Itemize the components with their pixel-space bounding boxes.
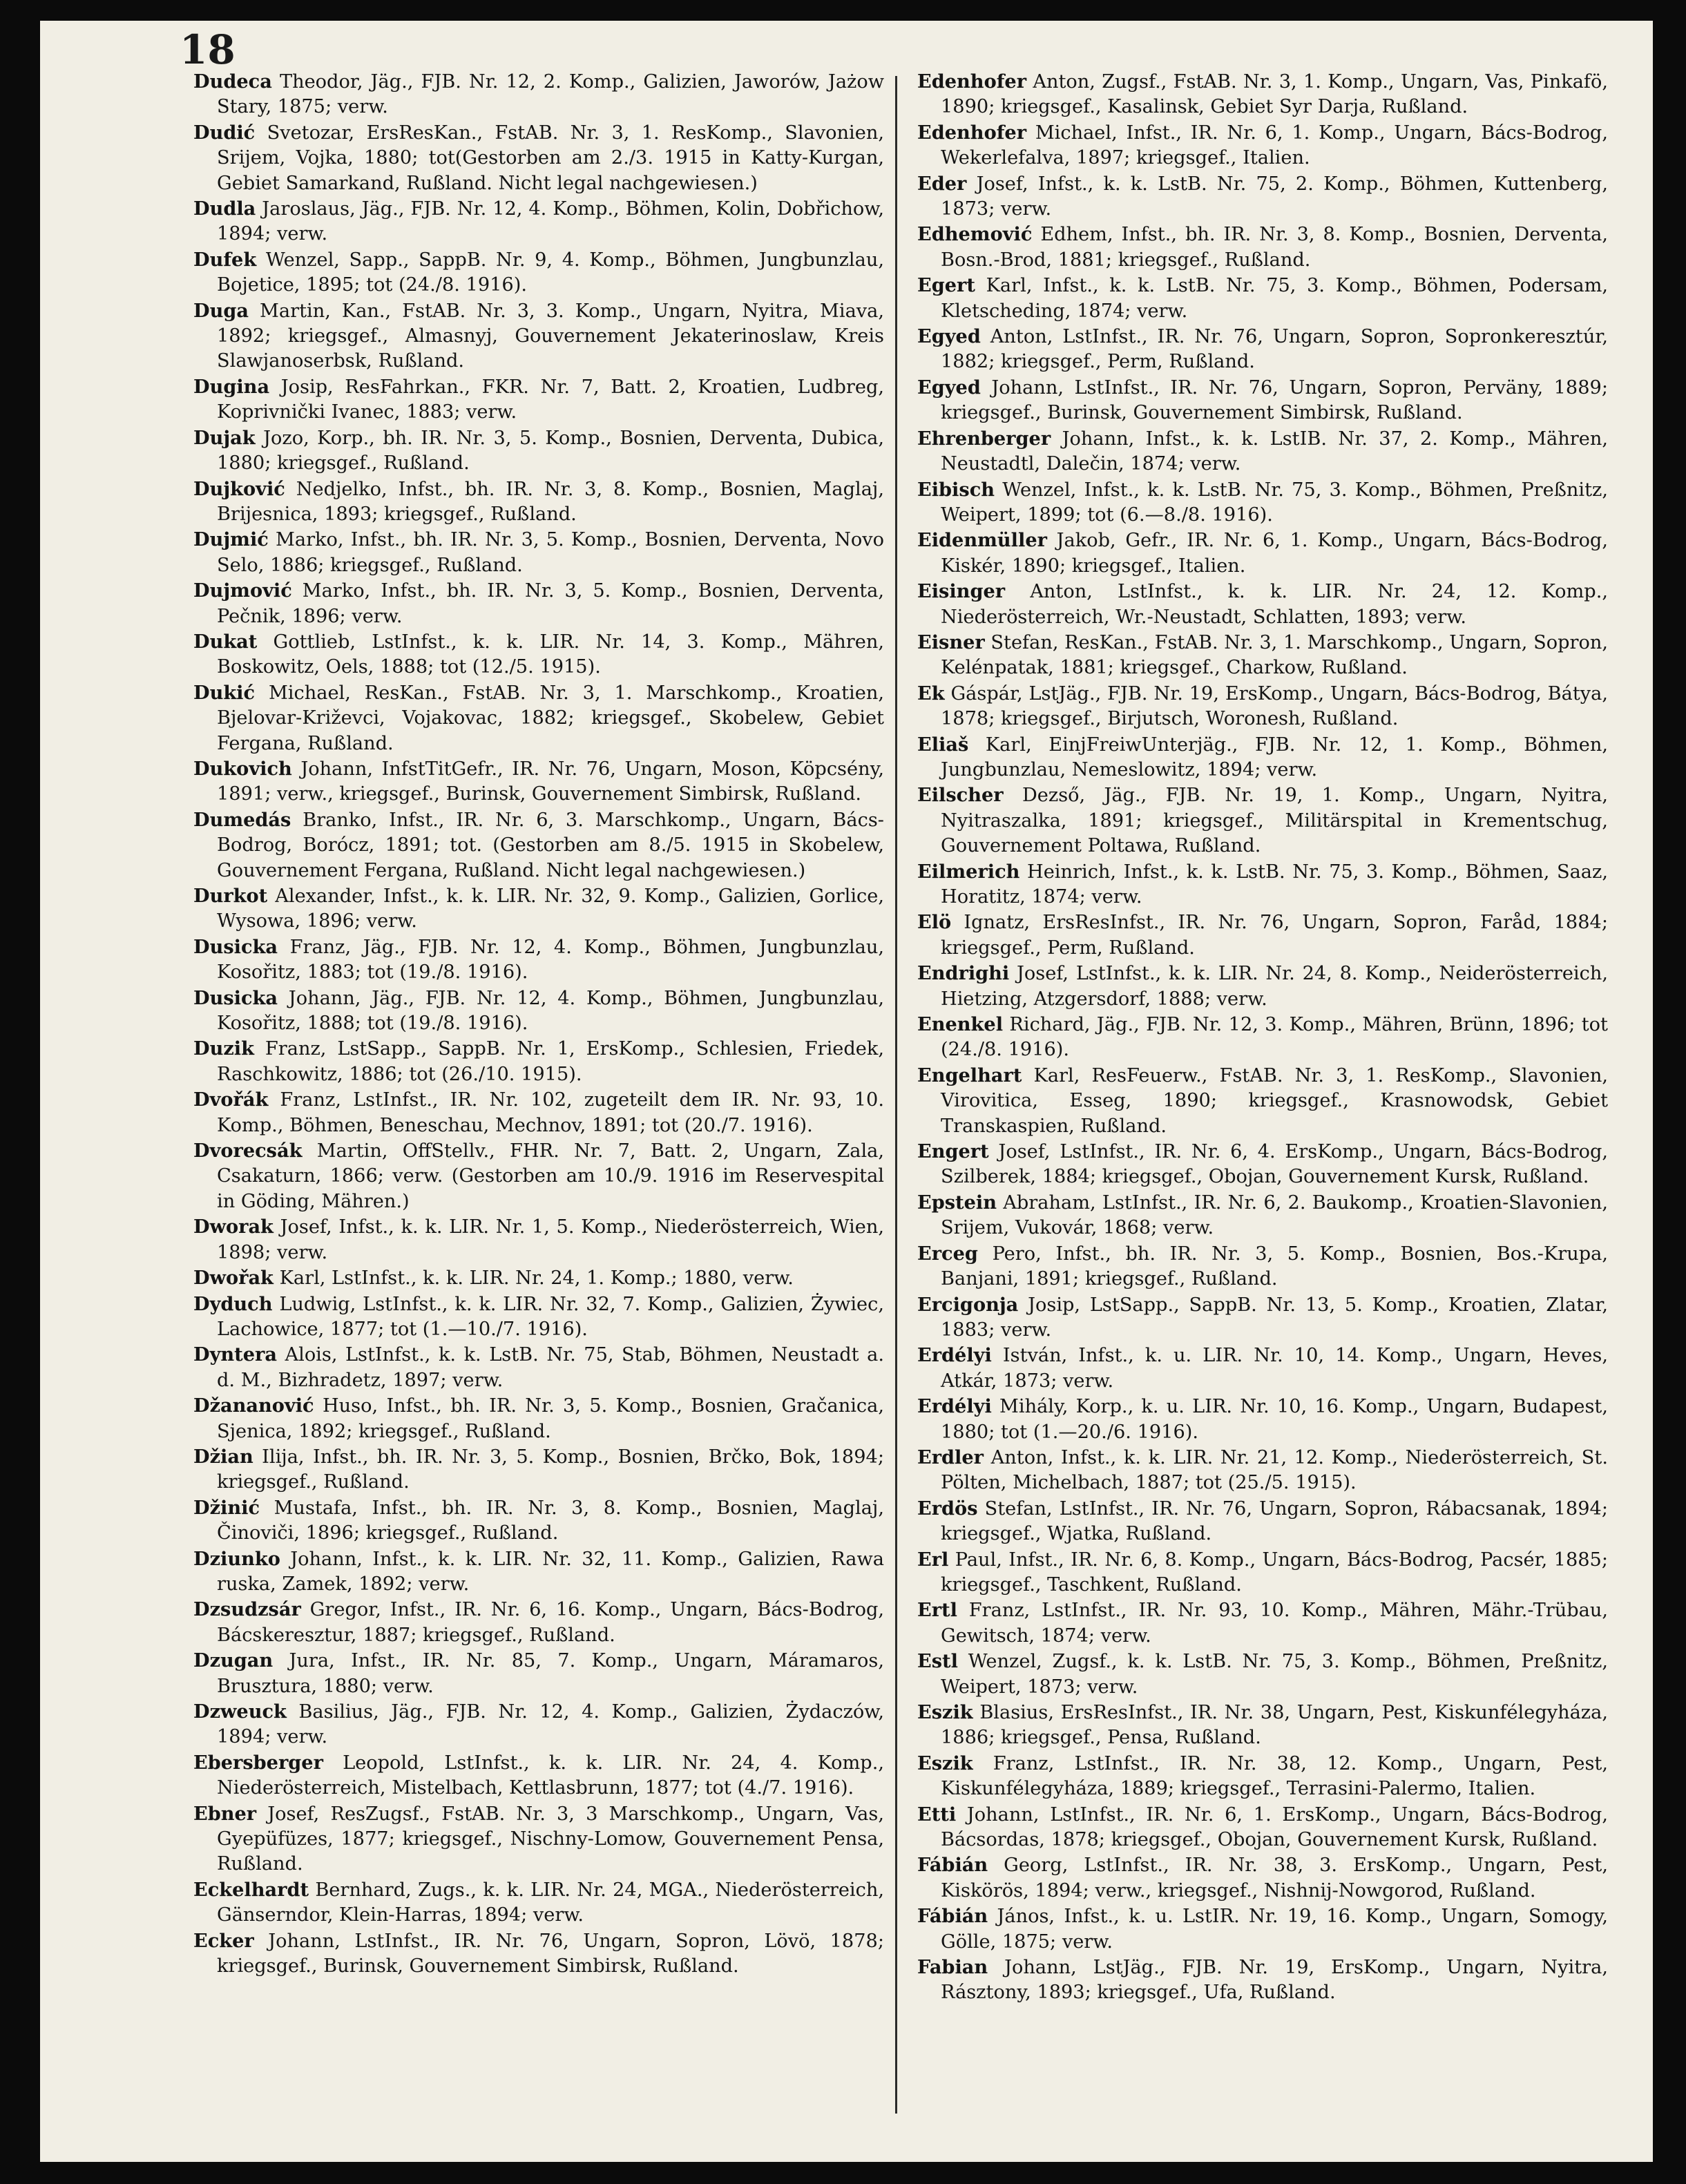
entry-details: Josip, LstSapp., SappB. Nr. 13, 5. Komp., Kroatien, Zlatar, 1883; verw. bbox=[941, 1294, 1608, 1341]
register-entry bbox=[193, 247, 884, 298]
entry-surname: Džananović bbox=[193, 1395, 314, 1417]
entry-details: Josef, Infst., k. k. LstB. Nr. 75, 2. Komp., Böhmen, Kuttenberg, 1873; verw. bbox=[941, 173, 1608, 220]
document-page bbox=[40, 21, 1653, 2162]
entry-surname: Džinić bbox=[193, 1496, 260, 1519]
entry-details: Ilija, Infst., bh. IR. Nr. 3, 5. Komp., Bosnien, Brčko, Bok, 1894; kriegsgef., Rußland. bbox=[217, 1446, 884, 1493]
entry-surname: Epstein bbox=[917, 1191, 997, 1214]
register-entry bbox=[193, 298, 884, 374]
entry-surname: Estl bbox=[917, 1650, 958, 1673]
entry-details: Blasius, ErsResInfst., IR. Nr. 38, Ungarn, Pest, Kiskunfélegyháza, 1886; kriegsgef., Pensa, Rußland. bbox=[941, 1702, 1608, 1749]
register-entry bbox=[917, 222, 1608, 273]
entry-details: Johann, LstJäg., FJB. Nr. 19, ErsKomp., Ungarn, Nyitra, Rásztony, 1893; kriegsgef., Ufa, Rußland. bbox=[941, 1957, 1608, 2004]
entry-surname: Ebner bbox=[193, 1802, 257, 1825]
entry-surname: Dukić bbox=[193, 681, 256, 704]
entry-details: Ludwig, LstInfst., k. k. LIR. Nr. 32, 7. Komp., Galizien, Żywiec, Lachowice, 1877; tot (1.—10./7. 1916). bbox=[217, 1293, 884, 1340]
register-entry bbox=[193, 1648, 884, 1699]
entry-details: Nedjelko, Infst., bh. IR. Nr. 3, 8. Komp., Bosnien, Maglaj, Brijesnica, 1893; kriegsgef., Rußland. bbox=[217, 478, 884, 525]
entry-surname: Ebersberger bbox=[193, 1751, 323, 1774]
register-entry bbox=[917, 681, 1608, 732]
entry-surname: Etti bbox=[917, 1803, 957, 1826]
entry-surname: Eisner bbox=[917, 631, 985, 653]
entry-surname: Dujmović bbox=[193, 579, 292, 602]
register-entry bbox=[917, 426, 1608, 477]
register-entry bbox=[917, 579, 1608, 630]
entry-details: Theodor, Jäg., FJB. Nr. 12, 2. Komp., Galizien, Jaworów, Jażow Stary, 1875; verw. bbox=[217, 71, 884, 118]
entry-surname: Eilmerich bbox=[917, 860, 1020, 883]
entry-surname: Džian bbox=[193, 1445, 253, 1468]
entry-details: Jura, Infst., IR. Nr. 85, 7. Komp., Ungarn, Máramaros, Brusztura, 1880; verw. bbox=[217, 1650, 884, 1697]
entry-details: Huso, Infst., bh. IR. Nr. 3, 5. Komp., Bosnien, Gračanica, Sjenica, 1892; kriegsgef., Rußland. bbox=[217, 1395, 884, 1442]
register-entry bbox=[193, 629, 884, 680]
entry-details: Johann, Infst., k. k. LstIB. Nr. 37, 2. Komp., Mähren, Neustadtl, Dalečin, 1874; verw. bbox=[941, 428, 1608, 475]
entry-details: Anton, LstInfst., k. k. LIR. Nr. 24, 12. Komp., Niederösterreich, Wr.-Neustadt, Schlatten, 1893; verw. bbox=[941, 581, 1608, 628]
entry-details: Mihály, Korp., k. u. LIR. Nr. 10, 16. Komp., Ungarn, Budapest, 1880; tot (1.—20./6. 1916). bbox=[941, 1396, 1608, 1443]
entry-details: Heinrich, Infst., k. k. LstB. Nr. 75, 3. Komp., Böhmen, Saaz, Horatitz, 1874; verw. bbox=[941, 861, 1608, 908]
entry-surname: Eszik bbox=[917, 1752, 973, 1774]
entry-details: Edhem, Infst., bh. IR. Nr. 3, 8. Komp., Bosnien, Derventa, Bosn.-Brod, 1881; kriegsgef., Rußland. bbox=[941, 224, 1608, 271]
register-entry bbox=[917, 1343, 1608, 1394]
register-entry bbox=[193, 1138, 884, 1214]
entry-surname: Eibisch bbox=[917, 478, 995, 501]
entry-details: Svetozar, ErsResKan., FstAB. Nr. 3, 1. ResKomp., Slavonien, Srijem, Vojka, 1880; tot(Gestorben am 2./3. 1915 in Katty-Kurgan, Gebiet Samarkand, Rußland. Nicht legal nachgewiesen.) bbox=[217, 122, 884, 194]
register-entry bbox=[917, 1751, 1608, 1802]
register-entry bbox=[917, 1292, 1608, 1343]
entry-details: Johann, LstInfst., IR. Nr. 6, 1. ErsKomp., Ungarn, Bács-Bodrog, Bácsordas, 1878; kriegsgef., Obojan, Gouvernement Kursk, Rußland. bbox=[941, 1803, 1608, 1851]
register-entry bbox=[917, 1649, 1608, 1700]
entry-details: Josef, ResZugsf., FstAB. Nr. 3, 3 Marschkomp., Ungarn, Vas, Gyepüfüzes, 1877; kriegsgef., Nischny-Lomow, Gouvernement Pensa, Rußland. bbox=[217, 1803, 884, 1875]
entry-details: Anton, Zugsf., FstAB. Nr. 3, 1. Komp., Ungarn, Vas, Pinkafö, 1890; kriegsgef., Kasalinsk, Gebiet Syr Darja, Rußland. bbox=[941, 71, 1608, 118]
entry-details: Alois, LstInfst., k. k. LstB. Nr. 75, Stab, Böhmen, Neustadt a. d. M., Bizhradetz, 1897; verw. bbox=[217, 1344, 884, 1391]
register-entry bbox=[193, 756, 884, 807]
entry-details: Jozo, Korp., bh. IR. Nr. 3, 5. Komp., Bosnien, Derventa, Dubica, 1880; kriegsgef., Rußland. bbox=[217, 427, 884, 475]
register-entry bbox=[917, 1394, 1608, 1445]
register-entry bbox=[193, 425, 884, 477]
entry-details: Josip, ResFahrkan., FKR. Nr. 7, Batt. 2, Kroatien, Ludbreg, Koprivnički Ivanec, 1883; verw. bbox=[217, 376, 884, 423]
entry-details: Josef, LstInfst., IR. Nr. 6, 4. ErsKomp., Ungarn, Bács-Bodrog, Szilberek, 1884; kriegsgef., Obojan, Gouvernement Kursk, Rußland. bbox=[941, 1141, 1608, 1188]
register-entry bbox=[193, 1495, 884, 1546]
entry-details: Martin, OffStellv., FHR. Nr. 7, Batt. 2, Ungarn, Zala, Csakaturn, 1866; verw. (Gestorben am 10./9. 1916 im Reservespital in Göding, Mähren.) bbox=[217, 1140, 884, 1212]
register-entry bbox=[917, 1547, 1608, 1598]
entry-surname: Dziunko bbox=[193, 1547, 280, 1570]
entry-details: Marko, Infst., bh. IR. Nr. 3, 5. Komp., Bosnien, Derventa, Pečnik, 1896; verw. bbox=[217, 580, 884, 627]
entry-surname: Fabian bbox=[917, 1956, 988, 1979]
entry-surname: Dudla bbox=[193, 198, 256, 220]
entry-details: Martin, Kan., FstAB. Nr. 3, 3. Komp., Ungarn, Nyitra, Miava, 1892; kriegsgef., Almasnyj, Gouvernement Jekaterinoslaw, Kreis Slawjanoserbsk, Rußland. bbox=[217, 300, 884, 372]
entry-details: Johann, LstInfst., IR. Nr. 76, Ungarn, Sopron, Perväny, 1889; kriegsgef., Burinsk, Gouvernement Simbirsk, Rußland. bbox=[941, 376, 1608, 424]
entry-surname: Ehrenberger bbox=[917, 427, 1051, 450]
register-entry bbox=[917, 120, 1608, 171]
entry-surname: Duga bbox=[193, 299, 249, 322]
register-entry bbox=[193, 1801, 884, 1877]
register-entry bbox=[193, 1087, 884, 1138]
entry-details: János, Infst., k. u. LstIR. Nr. 19, 16. Komp., Ungarn, Somogy, Gölle, 1875; verw. bbox=[941, 1906, 1608, 1953]
entry-details: Leopold, LstInfst., k. k. LIR. Nr. 24, 4. Komp., Niederösterreich, Mistelbach, Kettlasbrunn, 1877; tot (4./7. 1916). bbox=[217, 1752, 884, 1799]
entry-details: Josef, Infst., k. k. LIR. Nr. 1, 5. Komp., Niederösterreich, Wien, 1898; verw. bbox=[217, 1216, 884, 1263]
entry-details: Franz, LstInfst., IR. Nr. 38, 12. Komp., Ungarn, Pest, Kiskunfélegyháza, 1889; kriegsgef., Terrasini-Palermo, Italien. bbox=[941, 1752, 1608, 1800]
entry-surname: Engert bbox=[917, 1140, 989, 1163]
entry-details: Franz, LstInfst., IR. Nr. 93, 10. Komp., Mähren, Mähr.-Trübau, Gewitsch, 1874; verw. bbox=[941, 1600, 1608, 1647]
register-entry bbox=[917, 1139, 1608, 1190]
register-entry bbox=[193, 1342, 884, 1393]
entry-details: Abraham, LstInfst., IR. Nr. 6, 2. Baukomp., Kroatien-Slavonien, Srijem, Vukovár, 1868; verw. bbox=[941, 1191, 1608, 1239]
entry-details: Wenzel, Infst., k. k. LstB. Nr. 75, 3. Komp., Böhmen, Preßnitz, Weipert, 1899; tot (6.—8./8. 1916). bbox=[941, 479, 1608, 526]
entry-surname: Egyed bbox=[917, 325, 981, 348]
register-entry bbox=[917, 783, 1608, 859]
entry-details: Alexander, Infst., k. k. LIR. Nr. 32, 9. Komp., Galizien, Gorlice, Wysowa, 1896; verw. bbox=[217, 885, 884, 932]
entry-details: Franz, Jäg., FJB. Nr. 12, 4. Komp., Böhmen, Jungbunzlau, Kosořitz, 1883; tot (19./8. 1916). bbox=[217, 936, 884, 984]
entry-surname: Erceg bbox=[917, 1242, 978, 1265]
entry-details: Gottlieb, LstInfst., k. k. LIR. Nr. 14, 3. Komp., Mähren, Boskowitz, Oels, 1888; tot (12./5. 1915). bbox=[217, 631, 884, 678]
register-entry bbox=[193, 477, 884, 528]
register-entry bbox=[193, 986, 884, 1037]
entry-details: Basilius, Jäg., FJB. Nr. 12, 4. Komp., Galizien, Żydaczów, 1894; verw. bbox=[217, 1701, 884, 1748]
entry-surname: Erdler bbox=[917, 1446, 984, 1468]
entry-details: Johann, Infst., k. k. LIR. Nr. 32, 11. Komp., Galizien, Rawa ruska, Zamek, 1892; verw. bbox=[217, 1548, 884, 1595]
entry-details: Johann, InfstTitGefr., IR. Nr. 76, Ungarn, Moson, Köpcsény, 1891; verw., kriegsgef., Burinsk, Gouvernement Simbirsk, Rußland. bbox=[217, 758, 884, 805]
entry-surname: Dworak bbox=[193, 1216, 274, 1238]
entry-surname: Eidenmüller bbox=[917, 529, 1047, 552]
register-entry bbox=[193, 807, 884, 883]
register-entry bbox=[193, 1214, 884, 1265]
entry-details: Franz, LstInfst., IR. Nr. 102, zugeteilt dem IR. Nr. 93, 10. Komp., Böhmen, Beneschau, Mechnov, 1891; tot (20./7. 1916). bbox=[217, 1089, 884, 1136]
entry-details: Karl, Infst., k. k. LstB. Nr. 75, 3. Komp., Böhmen, Podersam, Kletscheding, 1874; verw. bbox=[941, 275, 1608, 322]
register-entry bbox=[193, 374, 884, 425]
entry-surname: Ertl bbox=[917, 1599, 957, 1622]
register-entry bbox=[917, 273, 1608, 324]
register-entry bbox=[917, 1598, 1608, 1649]
register-entry bbox=[193, 1699, 884, 1750]
entry-surname: Dukat bbox=[193, 630, 258, 653]
entry-details: Michael, ResKan., FstAB. Nr. 3, 1. Marschkomp., Kroatien, Bjelovar-Križevci, Vojakovac, 1882; kriegsgef., Skobelew, Gebiet Fergana, Rußland. bbox=[217, 682, 884, 754]
register-entry bbox=[917, 1700, 1608, 1751]
register-entry bbox=[193, 1750, 884, 1801]
register-entry bbox=[917, 910, 1608, 961]
page-number: 18 bbox=[180, 26, 236, 73]
entry-details: István, Infst., k. u. LIR. Nr. 10, 14. Komp., Ungarn, Heves, Atkár, 1873; verw. bbox=[941, 1345, 1608, 1392]
entry-details: Stefan, ResKan., FstAB. Nr. 3, 1. Marschkomp., Ungarn, Sopron, Kelénpatak, 1881; kriegsgef., Charkow, Rußland. bbox=[941, 631, 1608, 679]
register-entry bbox=[193, 1597, 884, 1648]
entry-surname: Erdös bbox=[917, 1497, 978, 1520]
register-entry bbox=[193, 883, 884, 935]
entry-surname: Dudeca bbox=[193, 70, 272, 93]
register-entry bbox=[193, 1265, 884, 1291]
entry-surname: Dukovich bbox=[193, 757, 292, 780]
entry-surname: Eisinger bbox=[917, 580, 1006, 603]
entry-details: Jakob, Gefr., IR. Nr. 6, 1. Komp., Ungarn, Bács-Bodrog, Kiskér, 1890; kriegsgef., Italien. bbox=[941, 530, 1608, 577]
entry-details: Paul, Infst., IR. Nr. 6, 8. Komp., Ungarn, Bács-Bodrog, Pacsér, 1885; kriegsgef., Taschkent, Rußland. bbox=[941, 1549, 1608, 1596]
register-entry bbox=[917, 171, 1608, 222]
entry-surname: Ek bbox=[917, 682, 945, 705]
entry-surname: Durkot bbox=[193, 885, 268, 907]
register-entry bbox=[917, 859, 1608, 910]
entry-surname: Dujak bbox=[193, 426, 256, 449]
register-entry bbox=[193, 1393, 884, 1444]
entry-surname: Edenhofer bbox=[917, 121, 1027, 144]
entry-surname: Erdélyi bbox=[917, 1395, 992, 1418]
entry-surname: Dujković bbox=[193, 477, 285, 500]
register-entry bbox=[917, 1012, 1608, 1063]
entry-details: Michael, Infst., IR. Nr. 6, 1. Komp., Ungarn, Bács-Bodrog, Wekerlefalva, 1897; kriegsgef., Italien. bbox=[941, 122, 1608, 169]
entry-surname: Erl bbox=[917, 1548, 949, 1571]
entry-surname: Engelhart bbox=[917, 1064, 1022, 1086]
register-entry bbox=[917, 1445, 1608, 1496]
entry-details: Georg, LstInfst., IR. Nr. 38, 3. ErsKomp., Ungarn, Pest, Kiskörös, 1894; verw., kriegsgef., Nishnij-Nowgorod, Rußland. bbox=[941, 1855, 1608, 1902]
entry-details: Bernhard, Zugs., k. k. LIR. Nr. 24, MGA., Niederösterreich, Gänserndor, Klein-Harras, 1894; verw. bbox=[217, 1879, 884, 1926]
entry-surname: Dzweuck bbox=[193, 1701, 287, 1723]
entry-surname: Dvorecsák bbox=[193, 1140, 303, 1162]
entry-surname: Fábián bbox=[917, 1905, 988, 1928]
entry-details: Wenzel, Sapp., SappB. Nr. 9, 4. Komp., Böhmen, Jungbunzlau, Bojetice, 1895; tot (24./8. 1916). bbox=[217, 249, 884, 296]
right-column bbox=[917, 69, 1608, 2006]
register-entry bbox=[917, 69, 1608, 120]
entry-details: Ignatz, ErsResInfst., IR. Nr. 76, Ungarn, Sopron, Faråd, 1884; kriegsgef., Perm, Rußland. bbox=[941, 912, 1608, 959]
entry-surname: Edhemović bbox=[917, 223, 1033, 246]
entry-details: Franz, LstSapp., SappB. Nr. 1, ErsKomp., Schlesien, Friedek, Raschkowitz, 1886; tot (26./10. 1915). bbox=[217, 1038, 884, 1085]
entry-surname: Dugina bbox=[193, 375, 270, 398]
register-entry bbox=[193, 578, 884, 629]
register-entry bbox=[917, 630, 1608, 681]
entry-surname: Dumedás bbox=[193, 808, 291, 831]
register-entry bbox=[193, 1877, 884, 1928]
entry-surname: Eszik bbox=[917, 1701, 973, 1723]
entry-surname: Eder bbox=[917, 172, 967, 195]
entry-surname: Dzsudzsár bbox=[193, 1598, 301, 1621]
entry-surname: Dzugan bbox=[193, 1649, 274, 1672]
register-entry bbox=[917, 1190, 1608, 1241]
entry-details: Gáspár, LstJäg., FJB. Nr. 19, ErsKomp., Ungarn, Bács-Bodrog, Bátya, 1878; kriegsgef., Birjutsch, Woronesh, Rußland. bbox=[941, 682, 1608, 730]
register-entry bbox=[193, 1546, 884, 1598]
register-entry bbox=[917, 1241, 1608, 1292]
entry-details: Mustafa, Infst., bh. IR. Nr. 3, 8. Komp., Bosnien, Maglaj, Činoviči, 1896; kriegsgef., Rußland. bbox=[217, 1497, 884, 1544]
entry-surname: Dufek bbox=[193, 248, 257, 271]
register-entry bbox=[193, 1036, 884, 1087]
entry-surname: Eilscher bbox=[917, 784, 1004, 807]
register-entry bbox=[917, 1496, 1608, 1547]
entry-surname: Dvořák bbox=[193, 1089, 269, 1111]
register-entry bbox=[917, 375, 1608, 426]
entry-surname: Erdélyi bbox=[917, 1344, 992, 1367]
entry-surname: Dyduch bbox=[193, 1292, 273, 1315]
register-entry bbox=[917, 477, 1608, 528]
entry-details: Anton, LstInfst., IR. Nr. 76, Ungarn, Sopron, Sopronkeresztúr, 1882; kriegsgef., Perm, Rußland. bbox=[941, 326, 1608, 373]
register-entry bbox=[917, 1802, 1608, 1853]
register-entry bbox=[917, 1063, 1608, 1139]
entry-surname: Dujmić bbox=[193, 528, 269, 551]
left-column bbox=[193, 69, 884, 1979]
entry-details: Jaroslaus, Jäg., FJB. Nr. 12, 4. Komp., Böhmen, Kolin, Dobřichow, 1894; verw. bbox=[217, 198, 884, 245]
register-entry bbox=[917, 1904, 1608, 1955]
entry-surname: Ercigonja bbox=[917, 1293, 1019, 1316]
entry-details: Marko, Infst., bh. IR. Nr. 3, 5. Komp., Bosnien, Derventa, Novo Selo, 1886; kriegsgef., Rußland. bbox=[217, 529, 884, 576]
entry-surname: Duzik bbox=[193, 1037, 254, 1060]
register-entry bbox=[193, 527, 884, 578]
entry-details: Josef, LstInfst., k. k. LIR. Nr. 24, 8. Komp., Neiderösterreich, Hietzing, Atzgersdorf, 1888; verw. bbox=[941, 963, 1608, 1010]
entry-surname: Dudić bbox=[193, 121, 256, 144]
register-entry bbox=[193, 680, 884, 756]
register-entry bbox=[917, 1852, 1608, 1904]
entry-details: Anton, Infst., k. k. LIR. Nr. 21, 12. Komp., Niederösterreich, St. Pölten, Michelbach, 1887; tot (25./5. 1915). bbox=[941, 1446, 1608, 1494]
register-entry bbox=[917, 528, 1608, 579]
entry-surname: Egert bbox=[917, 274, 975, 297]
entry-surname: Egyed bbox=[917, 376, 981, 399]
register-entry bbox=[193, 1444, 884, 1495]
register-entry bbox=[193, 120, 884, 196]
entry-surname: Elö bbox=[917, 911, 952, 934]
entry-surname: Dusicka bbox=[193, 986, 278, 1009]
entry-surname: Edenhofer bbox=[917, 70, 1027, 93]
entry-surname: Fábián bbox=[917, 1854, 988, 1877]
entry-surname: Dusicka bbox=[193, 935, 278, 958]
register-entry bbox=[193, 935, 884, 986]
entry-details: Gregor, Infst., IR. Nr. 6, 16. Komp., Ungarn, Bács-Bodrog, Bácskeresztur, 1887; kriegsgef., Rußland. bbox=[217, 1599, 884, 1646]
entry-details: Karl, EinjFreiwUnterjäg., FJB. Nr. 12, 1. Komp., Böhmen, Jungbunzlau, Nemeslowitz, 1894; verw. bbox=[941, 734, 1608, 780]
entry-details: Karl, LstInfst., k. k. LIR. Nr. 24, 1. Komp.; 1880, verw. bbox=[279, 1267, 794, 1290]
register-entry bbox=[193, 1928, 884, 1980]
entry-surname: Dyntera bbox=[193, 1343, 277, 1366]
register-entry bbox=[193, 196, 884, 247]
entry-surname: Enenkel bbox=[917, 1013, 1004, 1036]
register-entry bbox=[917, 961, 1608, 1012]
entry-details: Richard, Jäg., FJB. Nr. 12, 3. Komp., Mähren, Brünn, 1896; tot (24./8. 1916). bbox=[941, 1014, 1608, 1061]
entry-details: Johann, Jäg., FJB. Nr. 12, 4. Komp., Böhmen, Jungbunzlau, Kosořitz, 1888; tot (19./8. 1916). bbox=[217, 987, 884, 1035]
entry-surname: Dwořak bbox=[193, 1267, 274, 1290]
entry-surname: Eckelhardt bbox=[193, 1878, 309, 1901]
register-entry bbox=[193, 1292, 884, 1343]
entry-details: Johann, LstInfst., IR. Nr. 76, Ungarn, Sopron, Lövö, 1878; kriegsgef., Burinsk, Gouvernement Simbirsk, Rußland. bbox=[217, 1930, 884, 1977]
register-entry bbox=[917, 324, 1608, 375]
register-entry bbox=[193, 69, 884, 120]
entry-details: Pero, Infst., bh. IR. Nr. 3, 5. Komp., Bosnien, Bos.-Krupa, Banjani, 1891; kriegsgef., Rußland. bbox=[941, 1243, 1608, 1290]
entry-details: Branko, Infst., IR. Nr. 6, 3. Marschkomp., Ungarn, Bács-Bodrog, Borócz, 1891; tot. (Gestorben am 8./5. 1915 in Skobelew, Gouvernement Fergana, Rußland. Nicht legal nachgewiesen.) bbox=[217, 809, 884, 881]
entry-details: Dezső, Jäg., FJB. Nr. 19, 1. Komp., Ungarn, Nyitra, Nyitraszalka, 1891; kriegsgef., Militärspital in Krementschug, Gouvernement Poltawa, Rußland. bbox=[941, 785, 1608, 857]
column-divider bbox=[895, 76, 897, 2114]
entry-details: Wenzel, Zugsf., k. k. LstB. Nr. 75, 3. Komp., Böhmen, Preßnitz, Weipert, 1873; verw. bbox=[941, 1651, 1608, 1698]
entry-details: Stefan, LstInfst., IR. Nr. 76, Ungarn, Sopron, Rábacsanak, 1894; kriegsgef., Wjatka, Rußland. bbox=[941, 1497, 1608, 1545]
register-entry bbox=[917, 1955, 1608, 2006]
entry-details: Karl, ResFeuerw., FstAB. Nr. 3, 1. ResKomp., Slavonien, Virovitica, Esseg, 1890; kriegsgef., Krasnowodsk, Gebiet Transkaspien, Rußland. bbox=[941, 1064, 1608, 1137]
register-entry bbox=[917, 732, 1608, 783]
entry-surname: Eliaš bbox=[917, 733, 969, 756]
entry-surname: Ecker bbox=[193, 1929, 254, 1952]
entry-surname: Endrighi bbox=[917, 962, 1010, 985]
